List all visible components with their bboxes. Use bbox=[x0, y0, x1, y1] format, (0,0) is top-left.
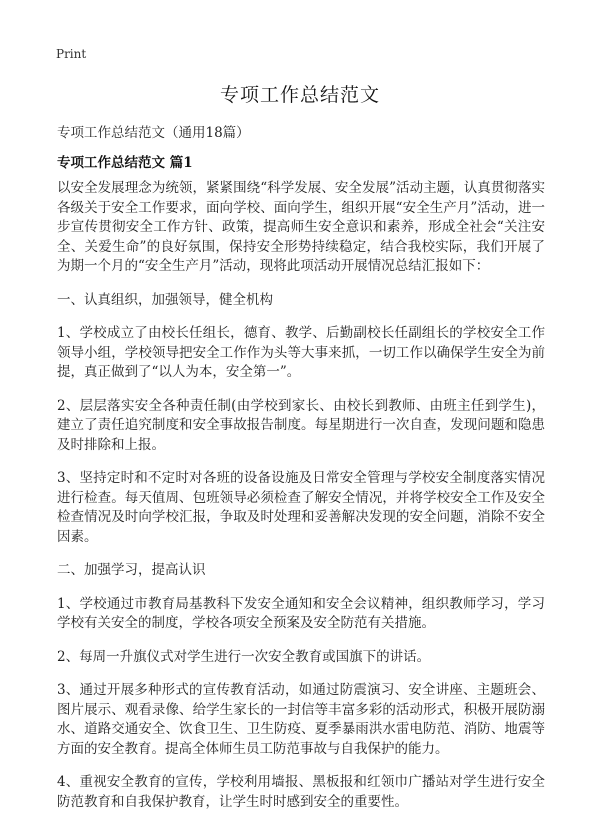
section-heading: 专项工作总结范文 篇1 bbox=[57, 155, 193, 171]
print-label[interactable]: Print bbox=[56, 47, 87, 61]
subheading-study: 二、加强学习，提高认识 bbox=[57, 562, 206, 578]
body-paragraph: 2、层层落实安全各种责任制(由学校到家长、由校长到教师、由班主任到学生)，建立了责任追究制度和安全事故报告制度。每星期进行一次自查，发现问题和隐患及时排除和上报。 bbox=[57, 397, 545, 453]
document-body bbox=[57, 179, 545, 826]
subheading-organization: 一、认真组织，加强领导，健全机构 bbox=[57, 291, 273, 308]
body-paragraph: 1、学校成立了由校长任组长，德育、教学、后勤副校长任副组长的学校安全工作领导小组，学校领导把安全工作作为头等大事来抓，一切工作以确保学生安全为前提，真正做到了“以人为本，安全第一”。 bbox=[57, 325, 545, 380]
body-paragraph: 2、每周一升旗仪式对学生进行一次安全教育或国旗下的讲话。 bbox=[57, 648, 431, 665]
document-subtitle: 专项工作总结范文（通用18篇） bbox=[57, 125, 250, 141]
body-paragraph: 3、通过开展多种形式的宣传教育活动，如通过防震演习、安全讲座、主题班会、图片展示、观看录像、给学生家长的一封信等丰富多彩的活动形式，积极开展防溺水、道路交通安全、饮食卫生、卫生防疫、夏季暴雨洪水雷电防范、消防、地震等方面的安全教育。提高全体师生员工防范事故与自我保护的能力。 bbox=[57, 682, 545, 757]
intro-paragraph: 以安全发展理念为统领，紧紧围绕“科学发展、安全发展”活动主题，认真贯彻落实各级关于安全工作要求，面向学校、面向学生，组织开展“安全生产月”活动，进一步宣传贯彻安全工作方针、政策，提高师生安全意识和素养，形成全社会“关注安全、关爱生命”的良好氛围，保持安全形势持续稳定，结合我校实际，我们开展了为期一个月的“安全生产月”活动，现将此项活动开展情况总结汇报如下： bbox=[57, 180, 545, 274]
body-paragraph: 4、重视安全教育的宣传，学校利用墙报、黑板报和红领巾广播站对学生进行安全防范教育和自我保护教育，让学生时时感到安全的重要性。 bbox=[57, 774, 545, 810]
body-paragraph: 3、坚持定时和不定时对各班的设备设施及日常安全管理与学校安全制度落实情况进行检查。每天值周、包班领导必须检查了解安全情况，并将学校安全工作及安全检查情况及时向学校汇报，争取及时处理和妥善解决发现的安全问题，消除不安全因素。 bbox=[57, 470, 545, 545]
body-paragraph: 1、学校通过市教育局基教科下发安全通知和安全会议精神，组织教师学习，学习学校有关安全的制度，学校各项安全预案及安全防范有关措施。 bbox=[57, 595, 545, 631]
document-title: 专项工作总结范文 bbox=[219, 84, 380, 106]
